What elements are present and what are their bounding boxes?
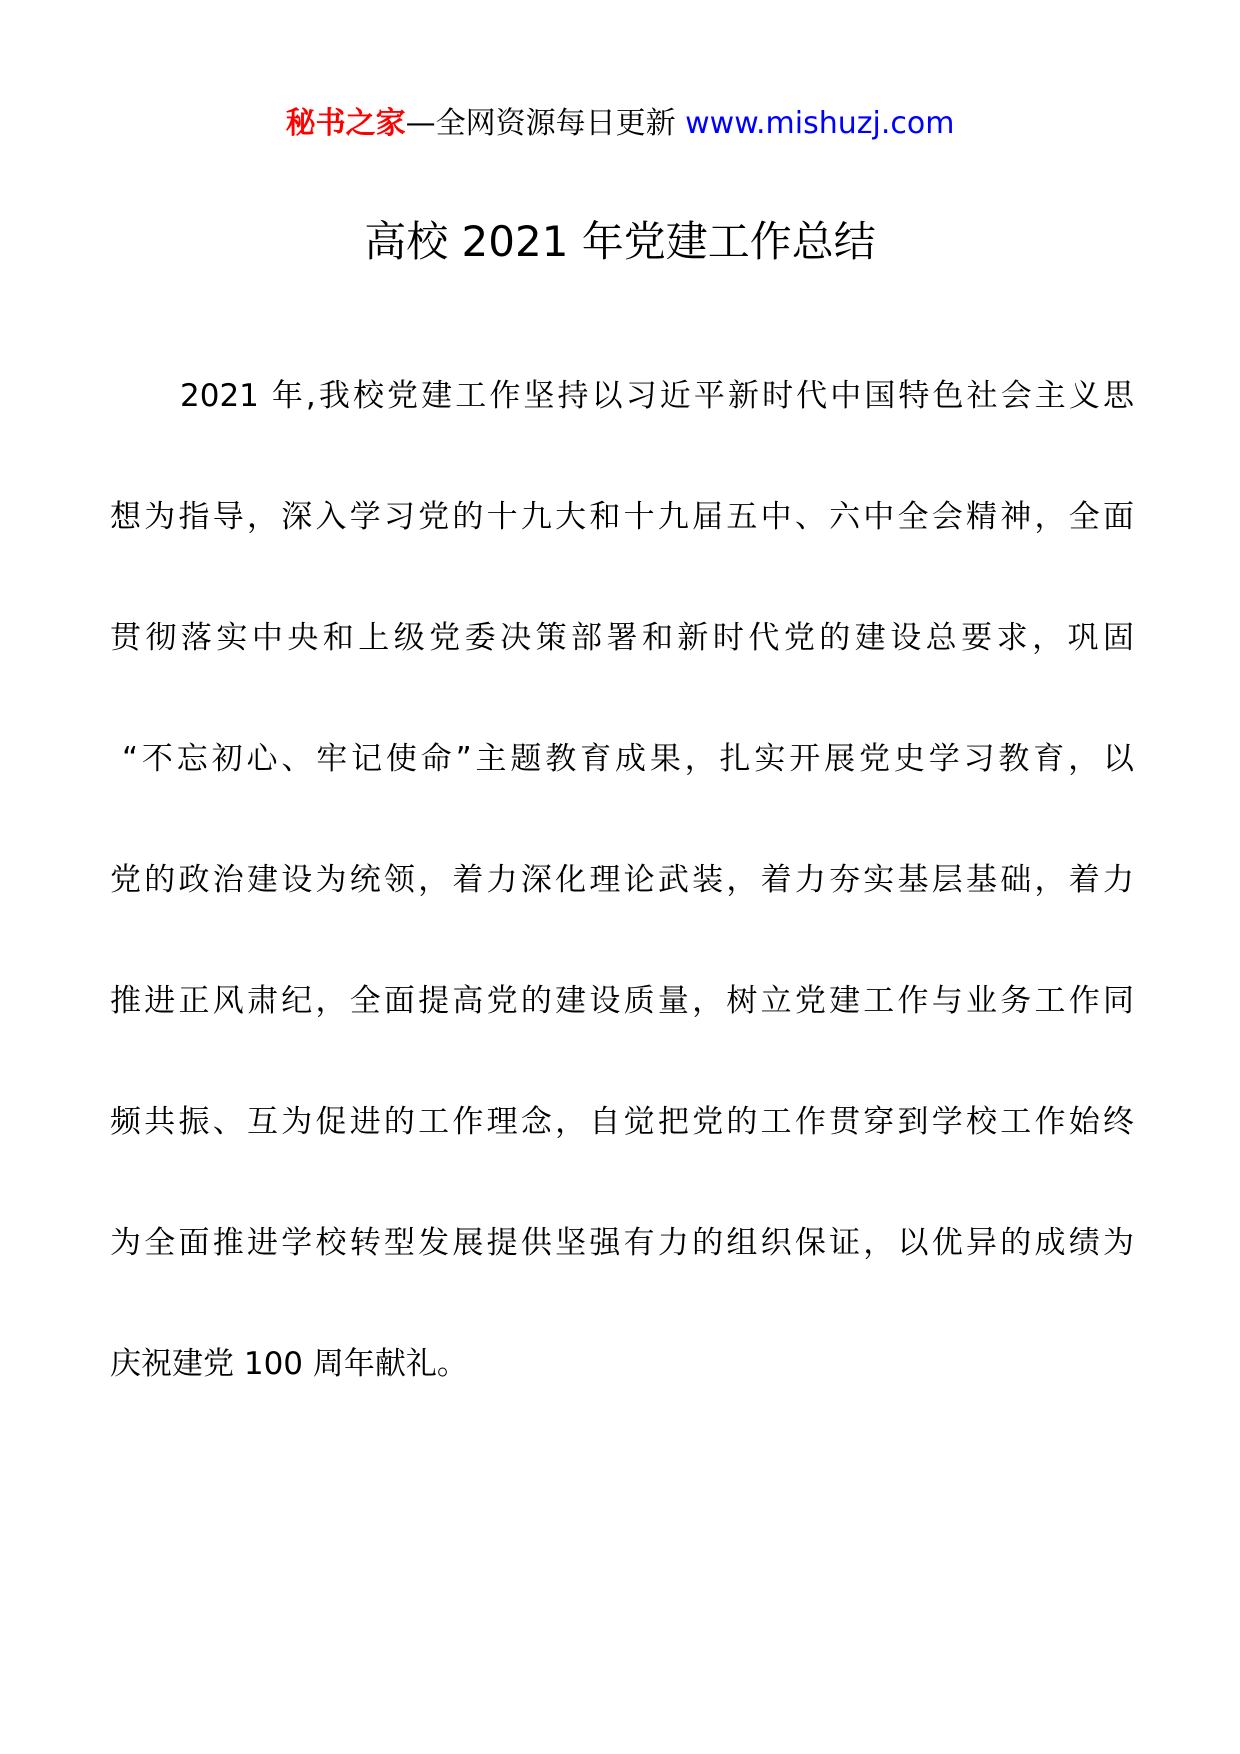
body-line: 推进正风肃纪，全面提高党的建设质量，树立党建工作与业务工作同 — [110, 983, 1134, 1019]
body-line: 2021 年,我校党建工作坚持以习近平新时代中国特色社会主义思 — [180, 378, 1134, 414]
brand-name: 秘书之家 — [285, 106, 406, 141]
body-line: 贯彻落实中央和上级党委决策部署和新时代党的建设总要求，巩固 — [110, 620, 1134, 656]
body-line: 频共振、互为促进的工作理念，自觉把党的工作贯穿到学校工作始终 — [110, 1104, 1134, 1140]
body-line: 党的政治建设为统领，着力深化理论武装，着力夯实基层基础，着力 — [110, 862, 1134, 898]
header-tagline: —全网资源每日更新 — [405, 106, 686, 141]
body-line: 想为指导，深入学习党的十九大和十九届五中、六中全会精神，全面 — [110, 499, 1134, 535]
document-title: 高校 2021 年党建工作总结 — [364, 217, 876, 266]
document-body — [110, 374, 1134, 1463]
site-header — [0, 102, 1240, 146]
site-url-link[interactable]: www.mishuzj.com — [685, 106, 955, 141]
body-line: “不忘初心、牢记使命”主题教育成果，扎实开展党史学习教育，以 — [122, 741, 1134, 777]
body-line: 为全面推进学校转型发展提供坚强有力的组织保证，以优异的成绩为 — [110, 1225, 1134, 1261]
body-line: 庆祝建党 100 周年献礼。 — [110, 1346, 468, 1382]
